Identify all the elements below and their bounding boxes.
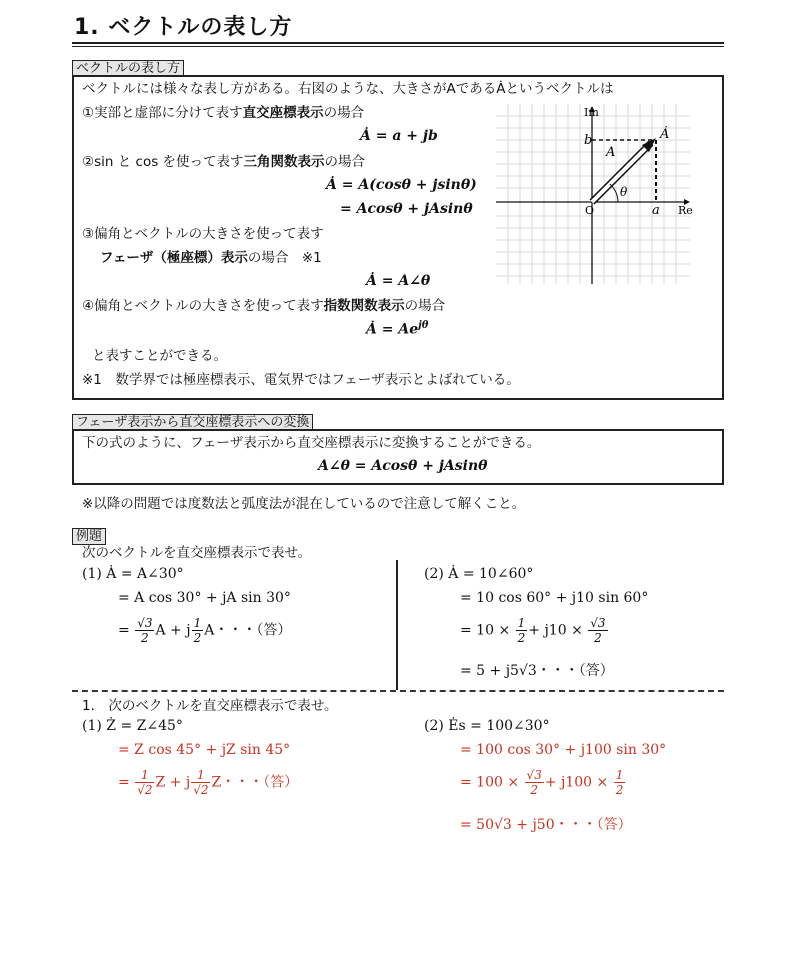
eq-phasor: Ȧ = A∠θ xyxy=(366,273,431,289)
eq-exp-sup: jθ xyxy=(418,320,429,331)
example-2-line3 xyxy=(460,616,609,645)
ex1-den2: 2 xyxy=(193,631,202,645)
ex1-pre: = xyxy=(118,622,130,639)
b-label: b xyxy=(584,133,593,148)
ex2-den1: 2 xyxy=(517,631,526,645)
example-tag: 例題 xyxy=(72,528,106,545)
item-2-text: ②sin と cos を使って表す xyxy=(82,154,244,170)
conversion-eq: A∠θ = Acosθ + jAsinθ xyxy=(318,458,488,474)
item-1-post: の場合 xyxy=(323,105,365,121)
example-1-line3 xyxy=(118,616,291,645)
vector-label: Ȧ xyxy=(660,127,670,142)
q1-frac1 xyxy=(135,768,154,797)
q1-mid: Z + j xyxy=(155,774,191,791)
q1-pre: = xyxy=(118,774,130,791)
item-4 xyxy=(82,297,445,315)
closing-text: と表すことができる。 xyxy=(92,348,227,364)
theta-label: θ xyxy=(620,185,628,199)
example-1-line2: = A cos 30° + jA sin 30° xyxy=(118,590,291,606)
ex1-num2: 1 xyxy=(193,616,202,630)
item-4-post: の場合 xyxy=(404,298,446,314)
conversion-text: 下の式のように、フェーザ表示から直交座標表示に変換することができる。 xyxy=(82,435,541,451)
example-prompt: 次のベクトルを直交座標表示で表せ。 xyxy=(82,545,312,561)
section-tag-conversion: フェーザ表示から直交座標表示への変換 xyxy=(72,414,313,431)
q1-den1: √2 xyxy=(137,783,153,797)
ex1-num1: √3 xyxy=(137,616,153,630)
ex2-den2: 2 xyxy=(594,631,602,645)
item-4-text: ④偏角とベクトルの大きさを使って表す xyxy=(82,298,324,314)
item-3-line1: ③偏角とベクトルの大きさを使って表す xyxy=(82,226,324,242)
ex2-pre: = 10 × xyxy=(460,622,511,639)
q2-mid: + j100 × xyxy=(544,774,609,791)
origin-label: O xyxy=(585,204,595,217)
item-3-bold: フェーザ（極座標）表示 xyxy=(100,250,248,266)
problem-2-line1: (2) Ės = 100∠30° xyxy=(424,718,550,734)
item-2-bold: 三角関数表示 xyxy=(243,154,325,170)
example-2-line4: = 5 + j5√3・・・（答） xyxy=(460,663,614,679)
eq-trig-1: Ȧ = A(cosθ + jsinθ) xyxy=(326,177,477,193)
example-2-line2: = 10 cos 60° + j10 sin 60° xyxy=(460,590,649,606)
q2-frac1 xyxy=(525,768,544,797)
ex1-mid: A + j xyxy=(155,622,191,639)
ex2-frac1 xyxy=(516,616,528,645)
eq-exponential xyxy=(366,320,428,338)
item-2-post: の場合 xyxy=(324,154,366,170)
title-rule-thin xyxy=(72,46,724,47)
item-1 xyxy=(82,104,364,122)
dashed-separator xyxy=(72,690,724,692)
q1-num2: 1 xyxy=(191,768,210,783)
q2-pre: = 100 × xyxy=(460,774,520,791)
intro-text: ベクトルには様々な表し方がある。右図のような、大きさがAであるȦというベクトルは xyxy=(82,81,614,97)
ex2-num1: 1 xyxy=(517,616,526,630)
problem-2-line4: = 50√3 + j50・・・（答） xyxy=(460,817,632,833)
eq-rectangular: Ȧ = a + jb xyxy=(360,128,438,144)
ex1-den1: 2 xyxy=(141,631,149,645)
problem-1-line2: = Z cos 45° + jZ sin 45° xyxy=(118,742,291,758)
vector-diagram xyxy=(496,104,696,284)
ex2-mid: + j10 × xyxy=(528,622,583,639)
im-label: Im xyxy=(584,106,599,119)
q2-frac2 xyxy=(614,768,626,797)
ex2-num2: √3 xyxy=(590,616,606,630)
re-label: Re xyxy=(678,204,693,217)
magnitude-label: A xyxy=(606,145,616,160)
item-2 xyxy=(82,153,365,171)
footnote-1: ※1 数学界では極座標表示、電気界ではフェーザ表示とよばれている。 xyxy=(82,372,520,388)
q2-num2: 1 xyxy=(615,768,624,782)
problem-1-line1: (1) Ż = Z∠45° xyxy=(82,718,183,734)
q1-den2: √2 xyxy=(193,783,209,797)
ex2-frac2 xyxy=(588,616,607,645)
item-1-text: ①実部と虚部に分けて表す xyxy=(82,105,243,121)
example-2-line1: (2) Ȧ = 10∠60° xyxy=(424,566,534,582)
q2-den1: 2 xyxy=(530,783,538,797)
section-tag-representations: ベクトルの表し方 xyxy=(72,60,184,77)
q2-den2: 2 xyxy=(615,783,624,797)
q1-frac2 xyxy=(191,768,210,797)
q1-post: Z・・・（答） xyxy=(211,774,299,791)
problem-2-line3 xyxy=(460,768,626,797)
problem-prompt: 1. 次のベクトルを直交座標表示で表せ。 xyxy=(82,698,338,714)
q1-num1: 1 xyxy=(135,768,154,783)
ex1-frac2 xyxy=(192,616,204,645)
ex1-frac1 xyxy=(135,616,154,645)
eq-trig-2: = Acosθ + jAsinθ xyxy=(340,201,473,217)
a-label: a xyxy=(652,203,660,218)
item-3-line2 xyxy=(100,249,322,267)
example-divider xyxy=(396,560,398,690)
problem-1-line3 xyxy=(118,768,298,797)
q2-num1: √3 xyxy=(526,768,542,782)
title-rule xyxy=(72,42,724,44)
example-1-line1: (1) Ȧ = A∠30° xyxy=(82,566,184,582)
item-4-bold: 指数関数表示 xyxy=(323,298,405,314)
item-3-post: の場合 ※1 xyxy=(247,250,322,266)
item-1-bold: 直交座標表示 xyxy=(242,105,324,121)
eq-exp-base: Ȧ = Ae xyxy=(366,321,419,338)
page-title: 1. ベクトルの表し方 xyxy=(74,15,293,40)
problem-2-line2: = 100 cos 30° + j100 sin 30° xyxy=(460,742,667,758)
notice-text: ※以降の問題では度数法と弧度法が混在しているので注意して解くこと。 xyxy=(82,496,526,512)
ex1-post: A・・・（答） xyxy=(204,622,292,639)
